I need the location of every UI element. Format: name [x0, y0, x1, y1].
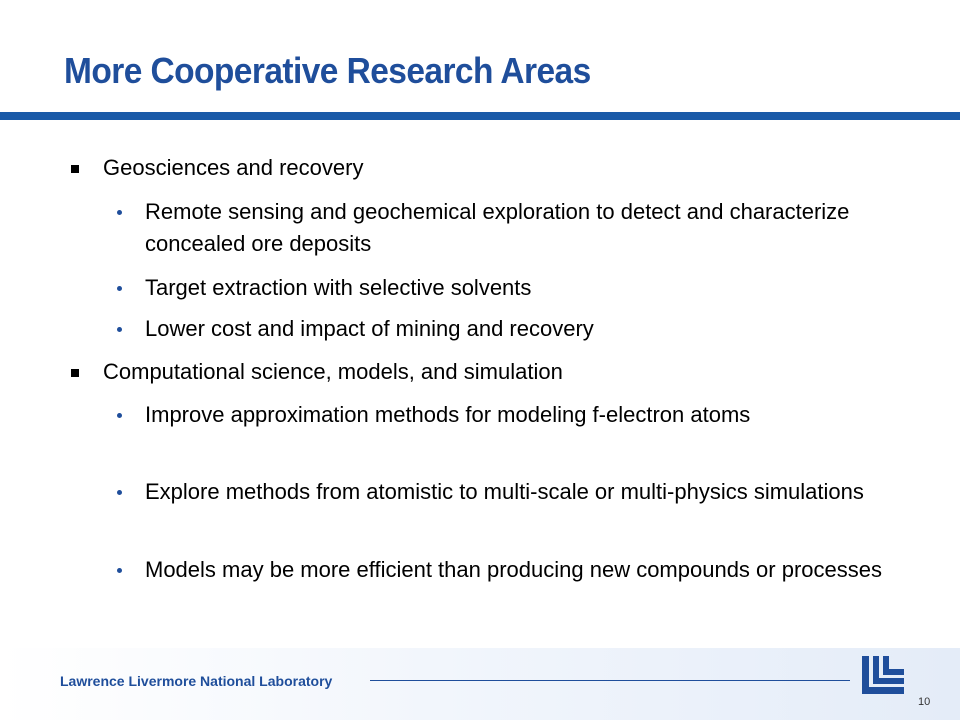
- square-bullet-icon: [71, 369, 79, 377]
- llnl-logo-icon: [858, 652, 908, 698]
- bullet-geosciences: [103, 153, 363, 183]
- dot-bullet-icon: [117, 490, 122, 495]
- sub-bullet-remote-sensing: [145, 196, 885, 260]
- sub-bullet-text: Explore methods from atomistic to multi-scale or multi-physics simulations: [145, 479, 864, 504]
- bullet-text: Geosciences and recovery: [103, 155, 364, 180]
- sub-bullet-text: Lower cost and impact of mining and recovery: [145, 316, 594, 341]
- sub-bullet-text: Remote sensing and geochemical exploration to detect and characterize concealed ore deposits: [145, 199, 850, 256]
- page-number: 10: [918, 696, 931, 708]
- sub-bullet-lower-cost: [145, 313, 885, 345]
- dot-bullet-icon: [117, 327, 122, 332]
- bullet-text: Computational science, models, and simulation: [103, 359, 563, 384]
- sub-bullet-explore-methods: [145, 476, 885, 508]
- dot-bullet-icon: [117, 568, 122, 573]
- dot-bullet-icon: [117, 286, 122, 291]
- sub-bullet-models-efficient: [145, 554, 885, 586]
- sub-bullet-text: Models may be more efficient than producing new compounds or processes: [145, 557, 882, 582]
- sub-bullet-text: Target extraction with selective solvents: [145, 275, 532, 300]
- square-bullet-icon: [71, 165, 79, 173]
- sub-bullet-approximation-methods: [145, 399, 885, 431]
- footer-rule: [370, 680, 850, 681]
- sub-bullet-text: Improve approximation methods for modeling f-electron atoms: [145, 402, 751, 427]
- dot-bullet-icon: [117, 413, 122, 418]
- title-rule: [0, 112, 960, 120]
- dot-bullet-icon: [117, 210, 122, 215]
- sub-bullet-target-extraction: [145, 272, 885, 304]
- slide-title: More Cooperative Research Areas: [64, 50, 591, 91]
- bullet-computational-science: [103, 357, 563, 387]
- footer-organization: Lawrence Livermore National Laboratory: [60, 673, 333, 689]
